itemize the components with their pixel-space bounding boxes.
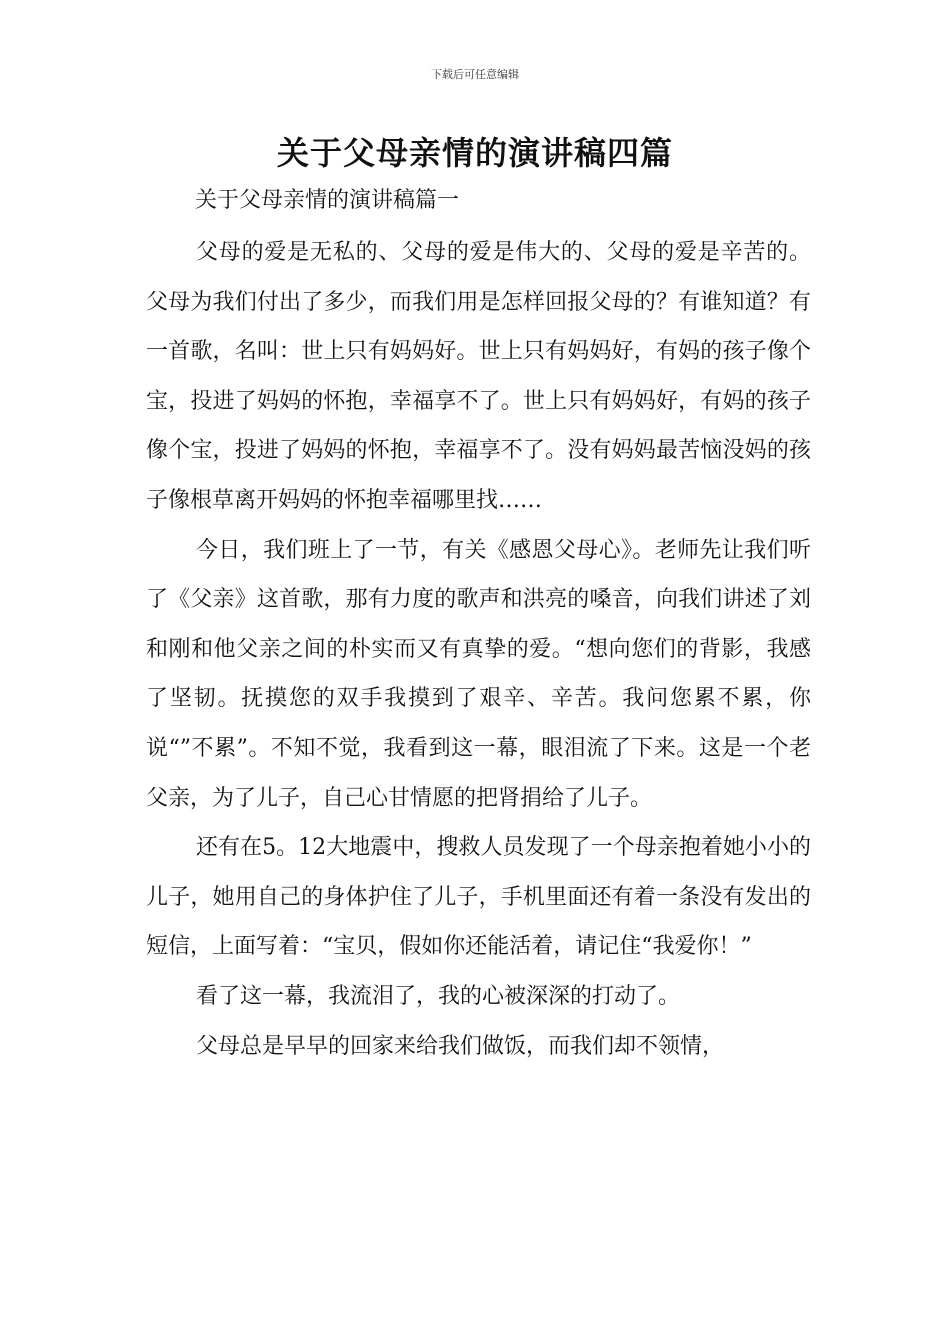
paragraph: 今日，我们班上了一节，有关《感恩父母心》。老师先让我们听了《父亲》这首歌，那有力度的歌声和洪亮的嗓音，向我们讲述了刘和刚和他父亲之间的朴实而又有真挚的爱。“想向您们的背影，我感了坚韧。抚摸您的双手我摸到了艰辛、辛苦。我问您累不累，你说“”不累”。不知不觉，我看到这一幕，眼泪流了下来。这是一个老父亲，为了儿子，自己心甘情愿的把肾捐给了儿子。 [146,537,811,811]
page-title: 关于父母亲情的演讲稿四篇 [276,134,673,172]
paragraph: 看了这一幕，我流泪了，我的心被深深的打动了。 [196,983,681,1009]
paragraph: 父母的爱是无私的、父母的爱是伟大的、父母的爱是辛苦的。父母为我们付出了多少，而我们用是怎样回报父母的？有谁知道？有一首歌，名叫：世上只有妈妈好。世上只有妈妈好，有妈的孩子像个宝，投进了妈妈的怀抱，幸福享不了。世上只有妈妈好，有妈的孩子像个宝，投进了妈妈的怀抱，幸福享不了。没有妈妈最苦恼没妈的孩子像根草离开妈妈的怀抱幸福哪里找…… [146,240,811,513]
body-text [146,228,811,1071]
paragraph: 还有在5。12大地震中，搜救人员发现了一个母亲抱着她小小的儿子，她用自己的身体护住了儿子，手机里面还有着一条没有发出的短信，上面写着：“宝贝，假如你还能活着，请记住“我爱你！” [146,835,811,960]
section-heading: 关于父母亲情的演讲稿篇一 [195,188,460,213]
header-note: 下载后可任意编辑 [431,68,519,81]
paragraph: 父母总是早早的回家来给我们做饭，而我们却不领情， [196,1033,725,1059]
